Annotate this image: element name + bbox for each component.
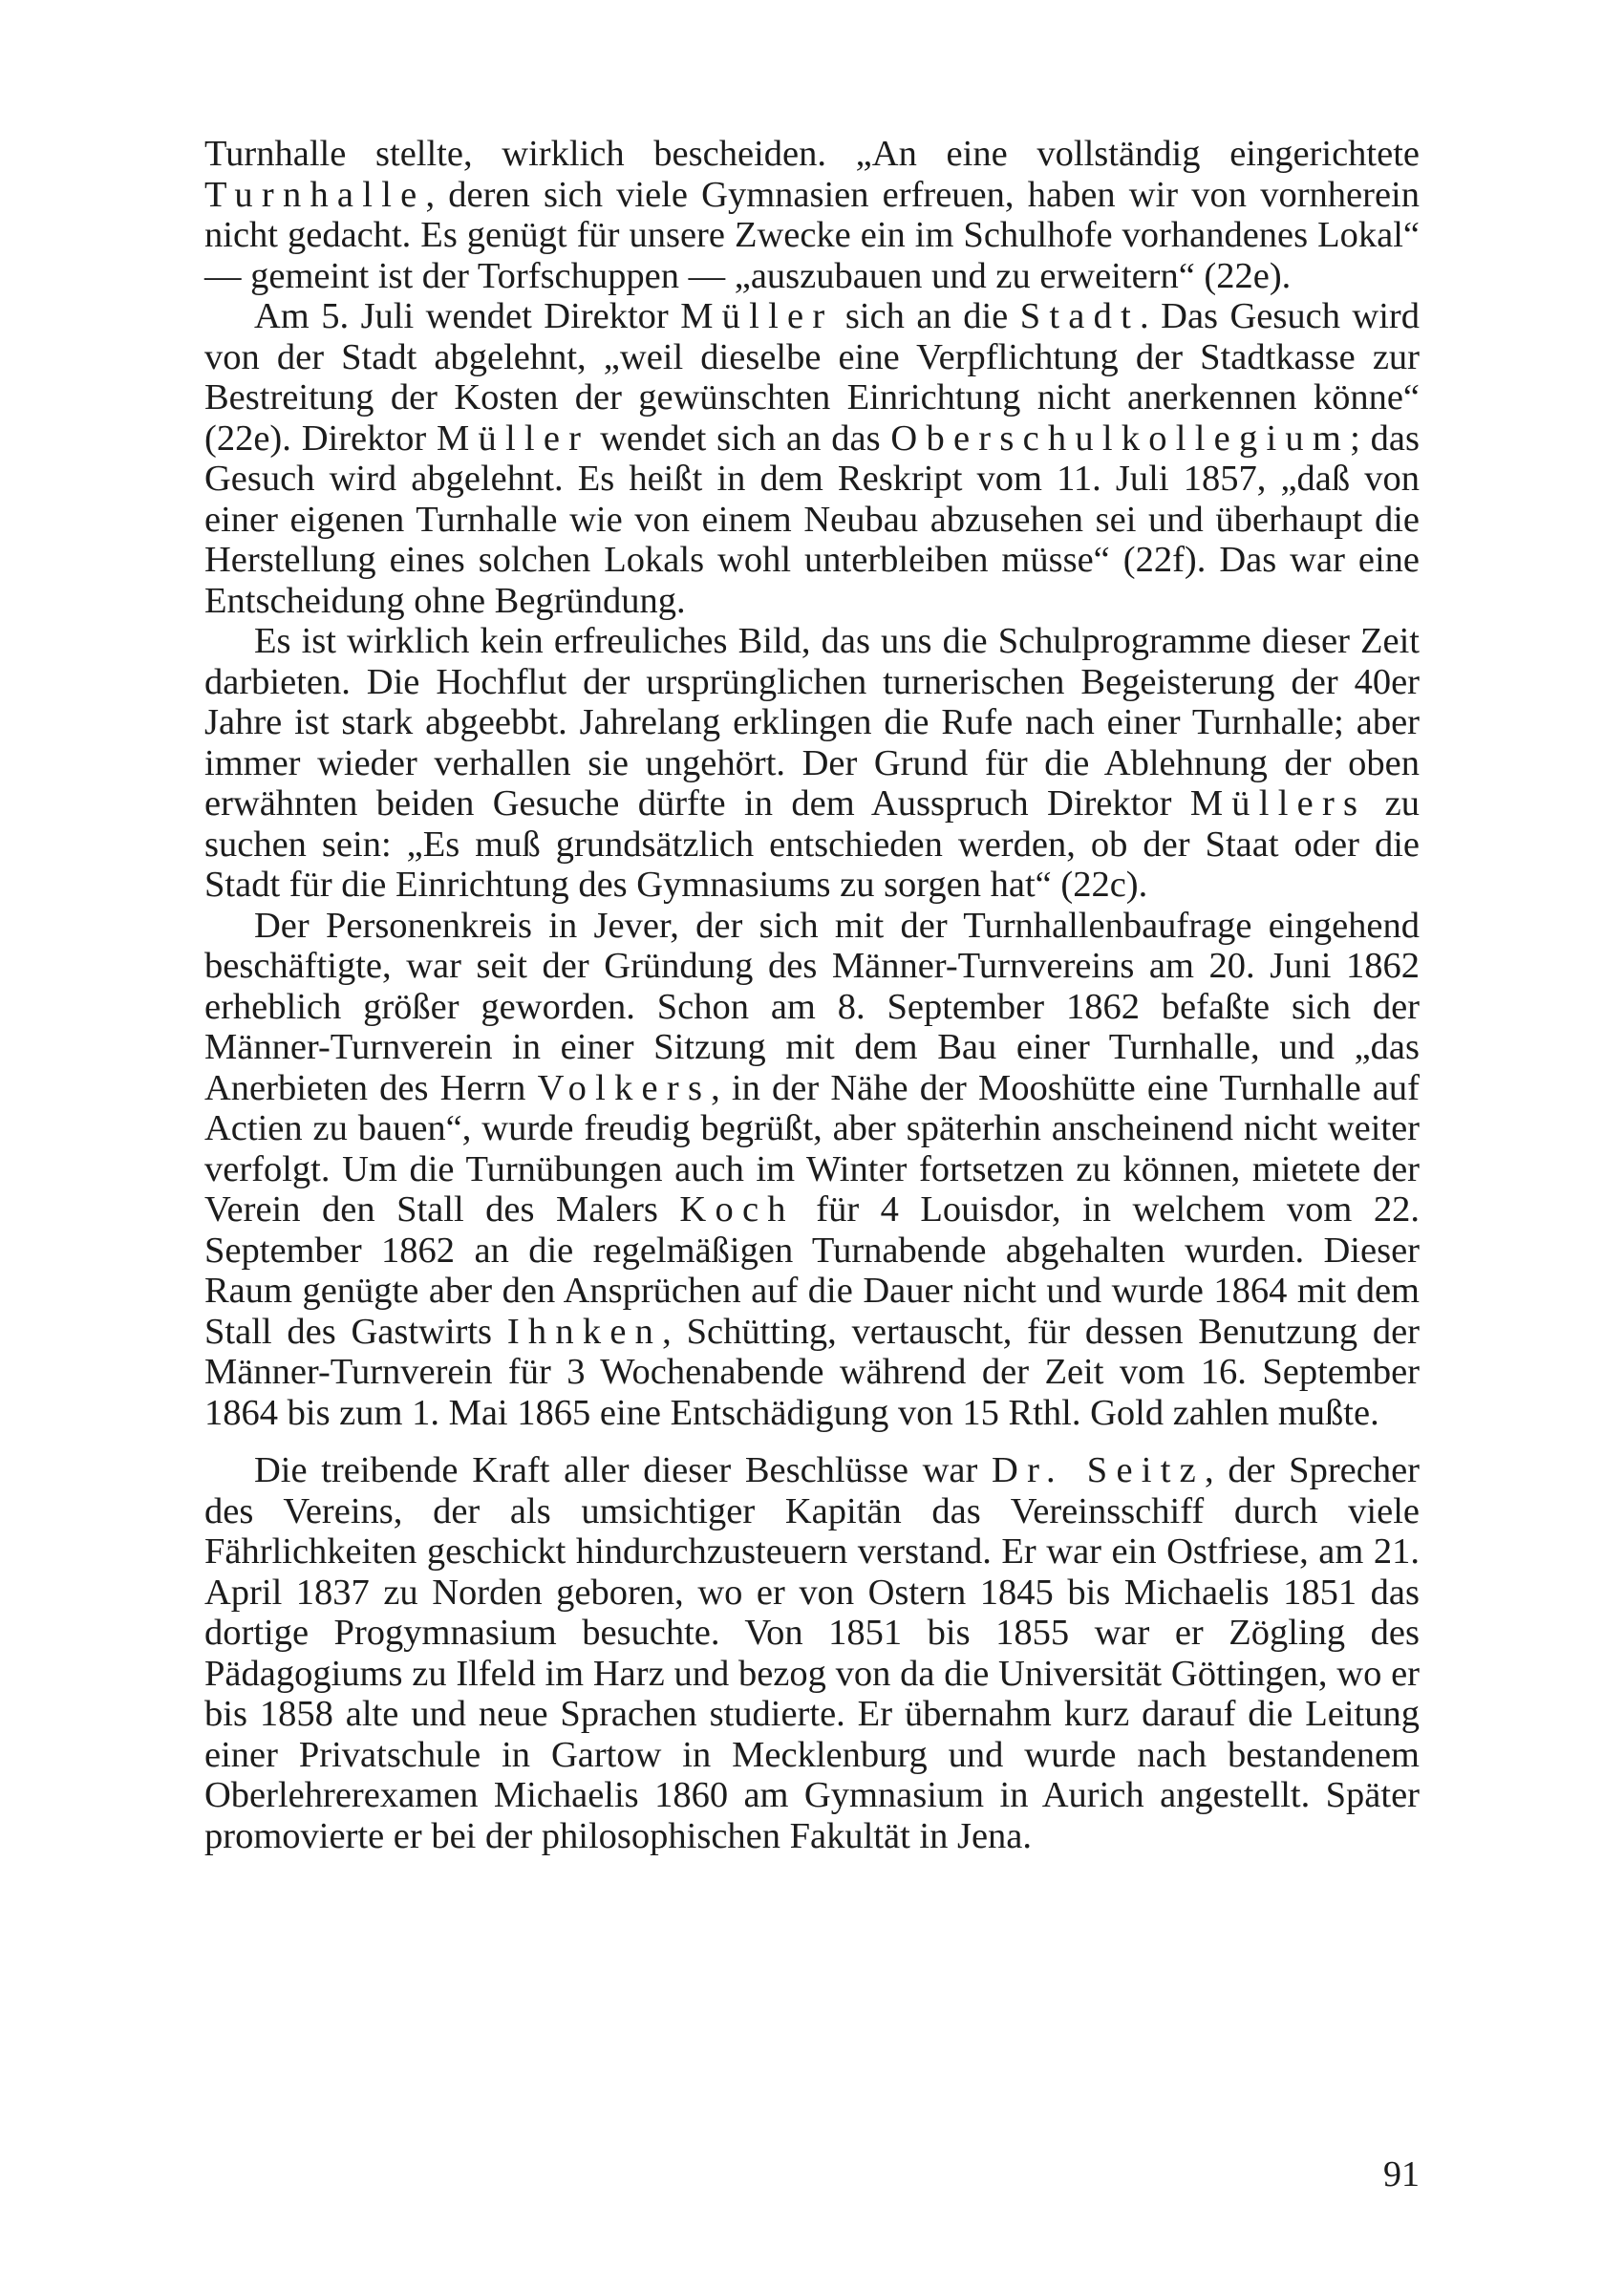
spaced-term: Oberschulkollegium (890, 417, 1351, 459)
text-run: sich an die (833, 296, 1020, 336)
text-run: Es ist wirklich kein erfreuliches Bild, das uns die Schulprogramme dieser Zeit darbieten. Die Hochflut der ursprünglichen turnerischen Begeisterung der 40er Jahre ist stark abgeebbt. Jahrelang erklingen die Rufe nach einer Turnhalle; aber immer wieder verhallen sie ungehört. Der Grund für die Ablehnung der oben erwähnten beiden Gesuche dürfte in dem Ausspruch Direktor (204, 621, 1420, 824)
spaced-term: Ihnken (506, 1311, 663, 1352)
text-run: , Schütting, vertauscht, für dessen Benutzung der Männer-Turnverein für 3 Wochenabende während der Zeit vom 16. September 1864 bis zum 1. Mai 1865 eine Entschädigung von 15 Rthl. Gold zahlen mußte. (204, 1311, 1420, 1433)
text-run: ; das Gesuch wird abgelehnt. Es heißt in dem Reskript vom 11. Juli 1857, „daß von einer eigenen Turnhalle wie von einem Neubau abzusehen sei und überhaupt die Herstellung eines solchen Lokals wohl unterbleiben müsse“ (22f). Das war eine Entscheidung ohne Begründung. (204, 417, 1420, 621)
text-run: Turnhalle stellte, wirklich bescheiden. „An eine vollständig eingerichtete (204, 134, 1420, 174)
spaced-term: Dr. Seitz (992, 1450, 1205, 1490)
text-run: Am 5. Juli wendet Direktor (254, 296, 681, 336)
text-run: , in der Nähe der Mooshütte eine Turnhalle auf Actien zu bauen“, wurde freudig begrüßt, aber späterhin anscheinend nicht weiter verfolgt. Um die Turnübungen auch im Winter fortsetzen zu können, mietete der Verein den Stall des Malers (204, 1067, 1420, 1230)
text-run: , der Sprecher des Vereins, der als umsichtiger Kapitän das Vereinsschiff durch viele Fährlichkeiten geschickt hindurchzusteuern verstand. Er war ein Ostfriese, am 21. April 1837 zu Norden geboren, wo er von Ostern 1845 bis Michaelis 1851 das dortige Progymnasium besuchte. Von 1851 bis 1855 war er Zögling des Pädagogiums zu Ilfeld im Harz und bezog von da die Universität Göttingen, wo er bis 1858 alte und neue Sprachen studierte. Er übernahm kurz darauf die Leitung einer Privatschule in Gartow in Mecklenburg und wurde nach bestandenem Oberlehrerexamen Michaelis 1860 am Gymnasium in Aurich angestellt. Später promovierte er bei der philosophischen Fakultät in Jena. (204, 1450, 1420, 1856)
paragraph-4 (204, 906, 1420, 1434)
spaced-term: Turnhalle (204, 174, 426, 215)
spaced-term: Koch (679, 1189, 795, 1230)
text-run: für 4 Louisdor, in welchem vom 22. September 1862 an die regelmäßigen Turnabende abgehalten wurden. Dieser Raum genügte aber den Ansprüchen auf die Dauer nicht und wurde 1864 mit dem Stall des Gastwirts (204, 1189, 1420, 1352)
paragraph-2 (204, 296, 1420, 621)
text-run: Der Personenkreis in Jever, der sich mit der Turnhallenbaufrage eingehend beschäftigte, war seit der Gründung des Männer-Turnvereins am 20. Juni 1862 erheblich größer geworden. Schon am 8. September 1862 befaßte sich der Männer-Turnverein in einer Sitzung mit dem Bau einer Turnhalle, und „das Anerbieten des Herrn (204, 905, 1420, 1108)
page-number: 91 (1383, 2154, 1420, 2194)
spaced-term: Müllers (1189, 783, 1367, 824)
text-run: Die treibende Kraft aller dieser Beschlüsse war (254, 1450, 993, 1490)
text-run: zu suchen sein: „Es muß grundsätzlich entschieden werden, ob der Staat oder die Stadt für die Einrichtung des Gymnasiums zu sorgen hat“ (22c). (204, 783, 1420, 905)
text-run: . Das Gesuch wird von der Stadt abgelehnt, „weil dieselbe eine Verpflichtung der Stadtkasse zur Bestreitung der Kosten der gewünschten Einrichtung nicht anerkennen könne“ (22e). Direktor (204, 296, 1420, 459)
spaced-term: Volkers (537, 1067, 712, 1108)
spaced-term: Stadt (1019, 296, 1141, 336)
text-run: , deren sich viele Gymnasien erfreuen, haben wir von vornherein nicht gedacht. Es genügt für unsere Zwecke ein im Schulhofe vorhandenes Lokal“ — gemeint ist der Torfschuppen — „auszubauen und zu erweitern“ (22e). (204, 174, 1420, 296)
text-run: wendet sich an das (589, 417, 891, 459)
page-body (204, 134, 1420, 1856)
spaced-term: Müller (437, 417, 590, 459)
paragraph-5 (204, 1450, 1420, 1856)
paragraph-3 (204, 621, 1420, 906)
spaced-term: Müller (680, 296, 834, 336)
paragraph-1 (204, 134, 1420, 296)
